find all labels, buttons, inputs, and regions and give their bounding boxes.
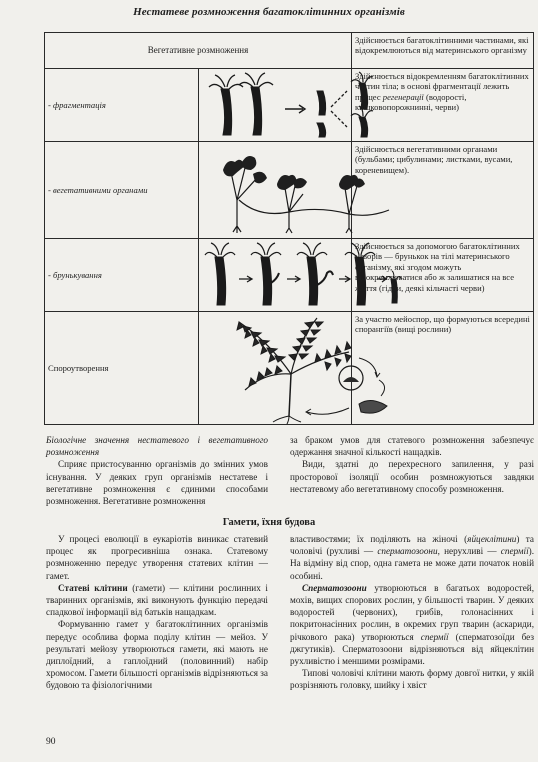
table-header-vegetative: Вегетативне розмноження [45, 33, 352, 69]
section-heading: Гамети, їхня будова [222, 517, 316, 528]
paragraph-text: (гамети) — клітини рослинних і тваринних організмів, які виконують функцію передачі спадкової інформації від батьків нащадкам. [46, 582, 268, 618]
right-paragraph-4 [290, 582, 534, 667]
paragraph-text: ) та чоловічі (рухливі — [290, 534, 535, 557]
left-paragraph-2: У процесі еволюції в еукаріотів виникає статевий процес як прогресивніша ознака. Статевому розмноженню передує утворення статевих клітин — гамет. [46, 534, 268, 581]
left-column-top [46, 434, 268, 507]
fragmentation-illustration [198, 69, 352, 142]
reproduction-table [44, 32, 534, 425]
left-paragraph-3 [46, 582, 268, 619]
desc-text: Здійснюється відокремленням багатоклітинних частин тіла; в основі фрагментації лежить процес [355, 71, 529, 102]
right-column-bottom [290, 533, 534, 692]
italic-term: спермії [500, 546, 529, 557]
paragraph-text: властивостями; їх поділяють на жіночі ( [290, 534, 468, 544]
spores-illustration [198, 312, 352, 425]
row-label-budding: - брунькування [45, 239, 199, 312]
row-desc-organs: Здійснюється вегетативними органами (бульбами; цибулинами; листками, вусами, кореневищем). [352, 142, 534, 239]
row-desc-fragmentation [352, 69, 534, 142]
bold-term: Статеві клітини [58, 582, 128, 593]
desc-italic: регенерації [382, 91, 424, 102]
right-paragraph-2: Види, здатні до перехресного запилення, у разі просторової ізоляції особин розмножуються завдяки нестатевому або вегетативному способу розмноження. [290, 459, 534, 494]
right-paragraph-1: за браком умов для статевого розмноження забезпечує одержання значної кількості нащадків. [290, 435, 534, 458]
budding-illustration [198, 239, 352, 312]
right-paragraph-5: Типові чоловічі клітини мають форму довгої нитки, у якій розрізняють головку, шийку і хвіст [290, 668, 534, 691]
page-number: 90 [46, 737, 56, 747]
paragraph-text: ). На відміну від спор, одна гамета не може дати початок новій особині. [290, 546, 534, 581]
right-column-top [290, 434, 534, 495]
left-column-bottom [46, 533, 268, 692]
paragraph-text: утворюються в багатьох водоростей, мохів, вищих спорових рослин, у більшості тварин. У деяких водоростей (червоних), грибів, голонасінних і покритонасінних рослин, в окремих груп тварин (аскариди, річкового рака) утворюються [290, 582, 534, 642]
italic-term: спермії [420, 631, 449, 642]
row-label-spores: Спороутворення [45, 312, 199, 425]
paragraph-text: (сперматозоїди без джгутиків). Сперматозоони відрізняються від яйцеклітин рухливістю і меншими розмірами. [290, 631, 534, 667]
page-title: Нестатеве розмноження багатоклітинних організмів [133, 6, 405, 18]
row-label-organs: - вегетативними органами [45, 142, 199, 239]
row-desc-spores: За участю мейоспор, що формуються всередині спорангіїв (вищі рослини) [352, 312, 534, 425]
table-header-desc: Здійснюється багатоклітинними частинами, які відокремлюються від материнського організму [352, 33, 534, 69]
row-desc-budding: Здійснюється за допомогою багатоклітинних утворів — брунькок на тілі материнського організму, які згодом можуть відокремлюватися або ж залишатися на все життя (гідри, деякі кільчасті черви) [352, 239, 534, 312]
significance-caption: Біологічне значення нестатевого і вегетативного розмноження [46, 435, 268, 458]
row-label-fragmentation: - фрагментація [45, 69, 199, 142]
organs-illustration [198, 142, 352, 239]
desc-text: (водорості, кишковопорожнинні, черви) [355, 91, 467, 113]
left-paragraph-1: Сприяє пристосуванню організмів до змінних умов існування. У деяких груп організмів нестатеве і вегетативне розмноження є єдиними способами розмноження. Вегетативне розмноження [46, 459, 268, 507]
right-paragraph-3 [290, 533, 534, 582]
paragraph-text: , нерухливі — [437, 546, 501, 557]
italic-term: яйцеклітини [467, 534, 517, 544]
italic-term: сперматозоони [377, 546, 438, 557]
left-paragraph-4: Формуванню гамет у багатоклітинних організмів передує особлива форма поділу клітин — мейоз. У результаті мейозу утворюються гамети, які мають не диплоїдний, а гаплоїдний (половинний) набір хромосом. Гамети більшості організмів відрізняються за будовою та фізіологічними [46, 619, 269, 691]
bold-italic-term: Сперматозоони [302, 582, 367, 593]
